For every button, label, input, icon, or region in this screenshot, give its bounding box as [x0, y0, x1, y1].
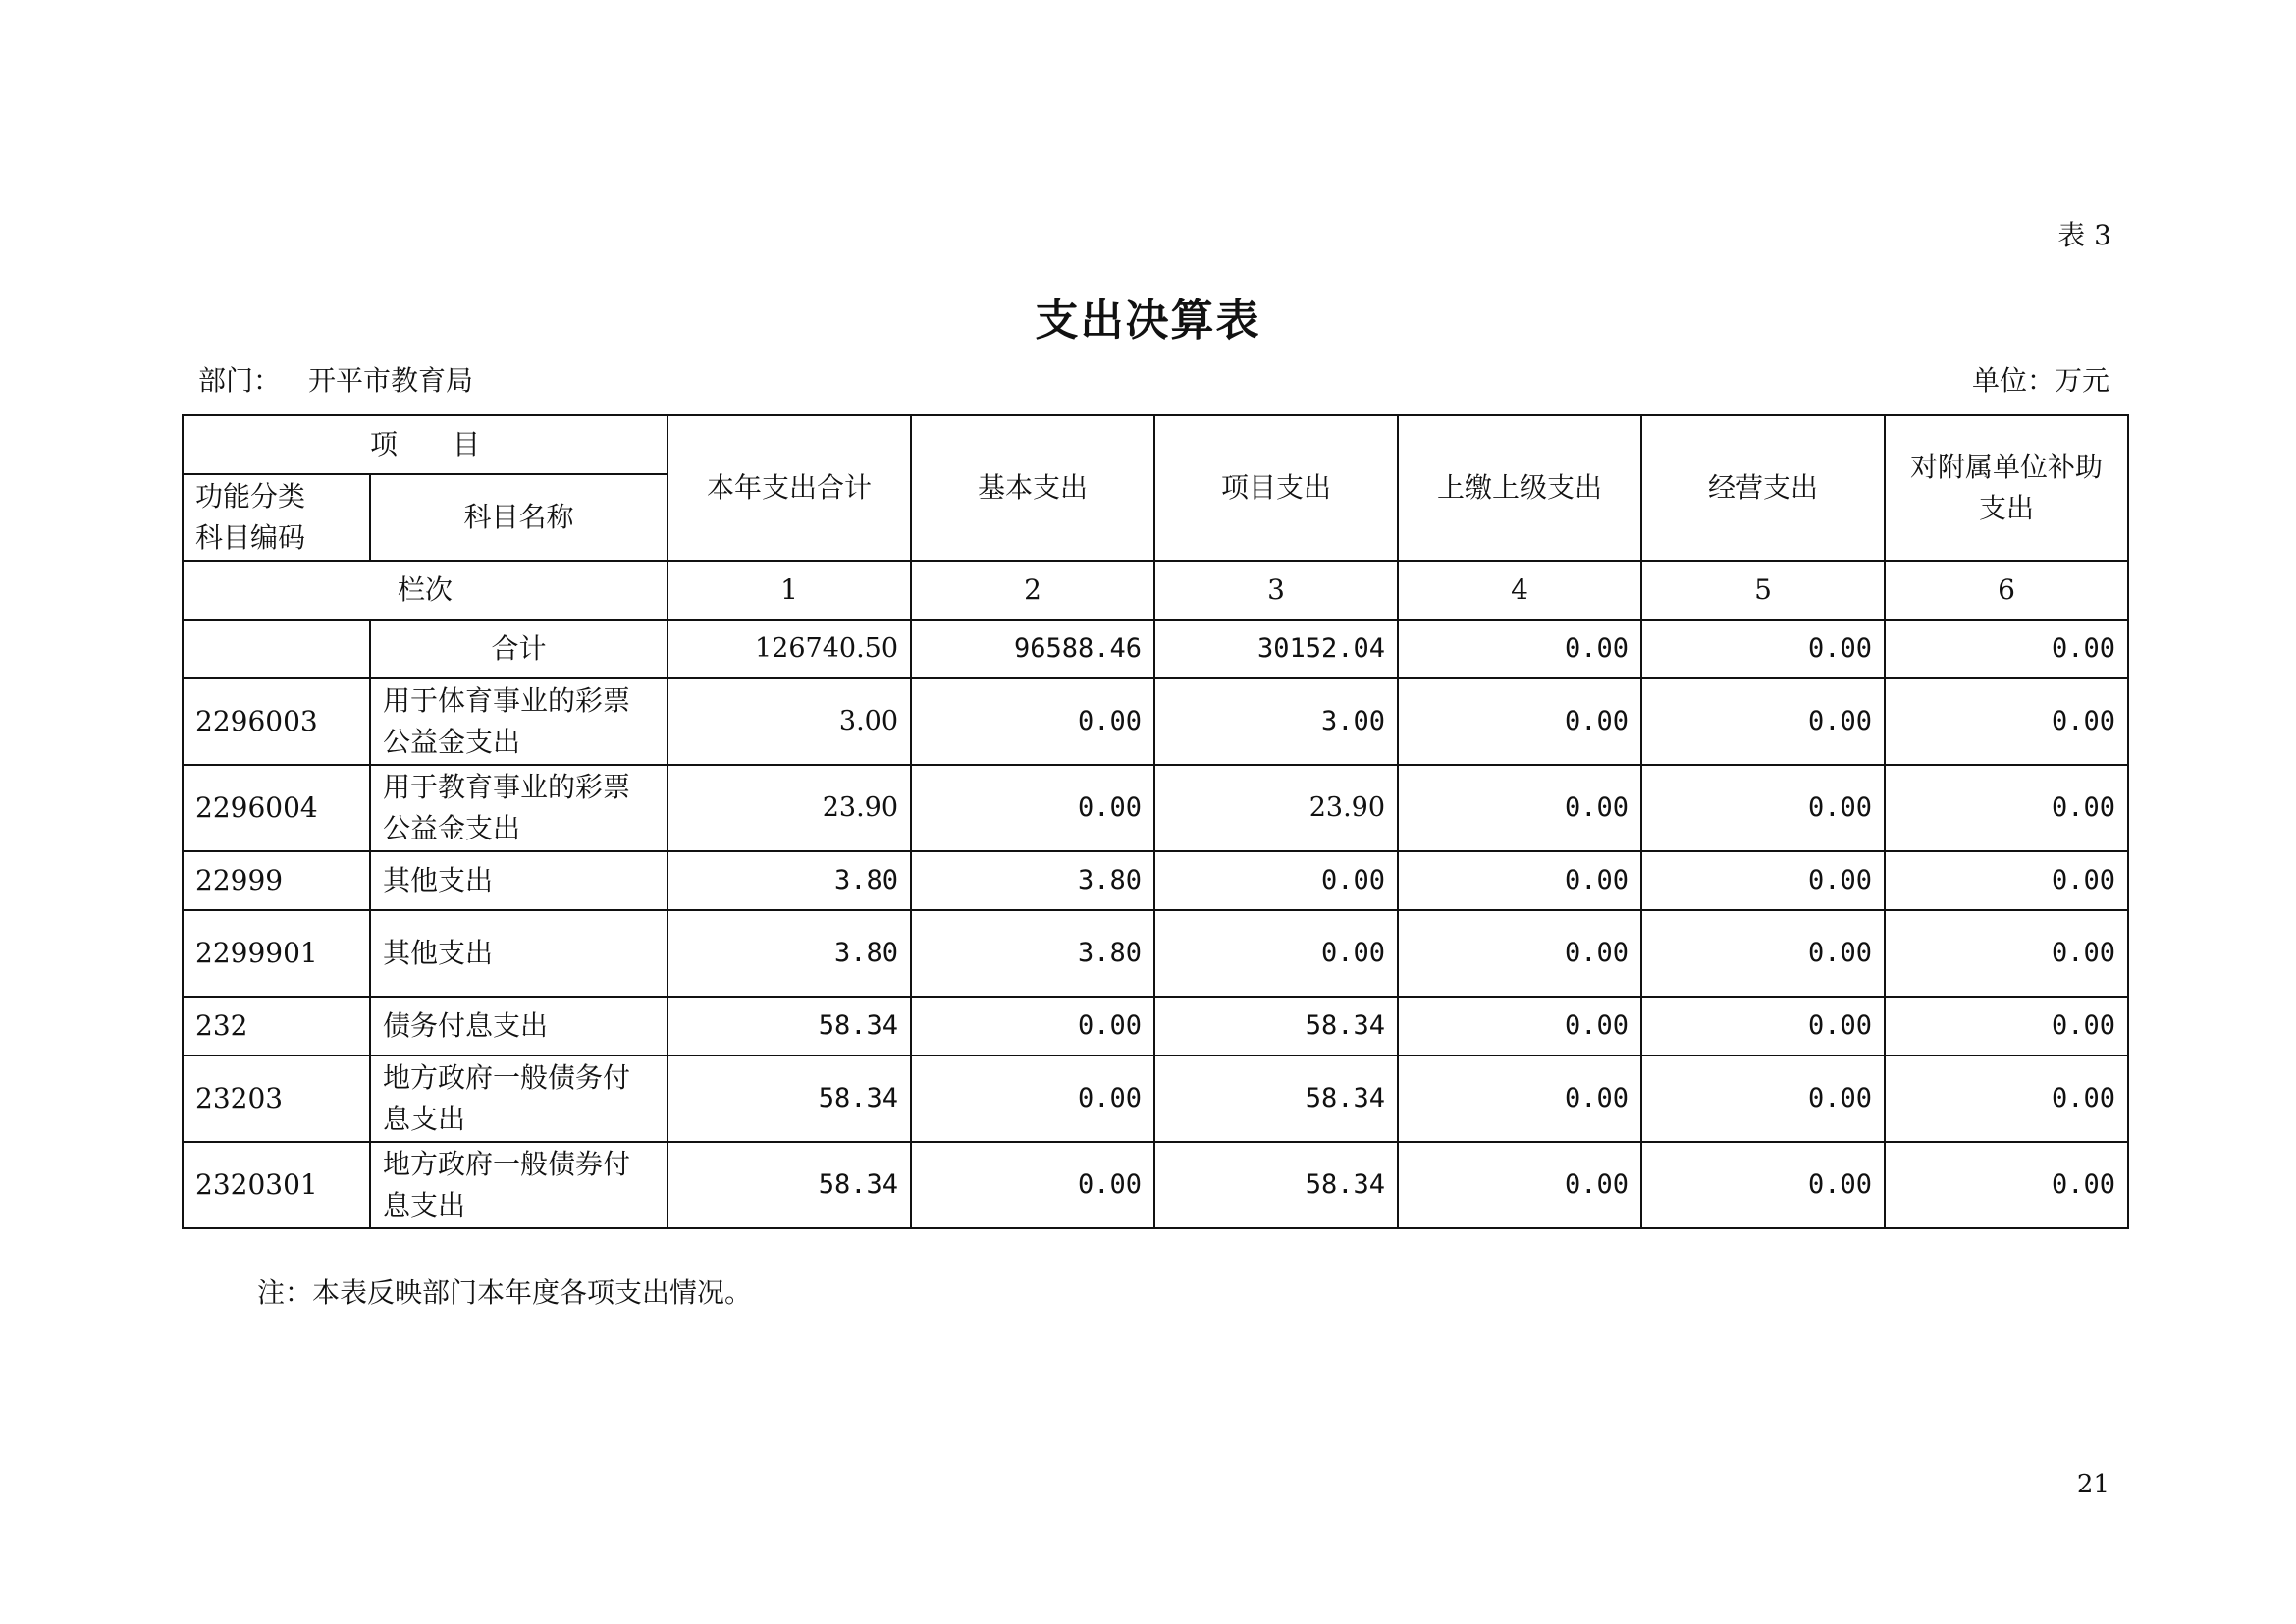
total-row: [183, 620, 2128, 678]
lanci-cell: 6: [1885, 561, 2128, 620]
row-value: 0.00: [911, 1056, 1154, 1142]
row-code: 23203: [183, 1056, 370, 1142]
lanci-cell: 3: [1154, 561, 1398, 620]
expenditure-table: [182, 414, 2129, 1229]
lanci-cell: 4: [1398, 561, 1641, 620]
total-value: 126740.50: [667, 620, 911, 678]
row-value: 3.00: [667, 678, 911, 765]
row-value: 23.90: [667, 765, 911, 851]
row-value: 0.00: [1641, 851, 1885, 910]
row-value: 0.00: [1398, 765, 1641, 851]
row-code: 22999: [183, 851, 370, 910]
row-value: 0.00: [1398, 910, 1641, 997]
lanci-label: 栏次: [183, 561, 667, 620]
header-total: 本年支出合计: [667, 415, 911, 561]
department-value: 开平市教育局: [308, 364, 474, 397]
table-row: [183, 765, 2128, 851]
department-line: [198, 359, 473, 399]
row-value: 0.00: [1641, 1142, 1885, 1228]
row-value: 0.00: [1154, 851, 1398, 910]
lanci-cell: 1: [667, 561, 911, 620]
total-value: 30152.04: [1154, 620, 1398, 678]
row-value: 0.00: [1641, 765, 1885, 851]
row-name: 地方政府一般债务付息支出: [370, 1056, 667, 1142]
row-value: 23.90: [1154, 765, 1398, 851]
header-name: 科目名称: [370, 474, 667, 561]
row-value: 0.00: [1641, 1056, 1885, 1142]
row-value: 0.00: [1398, 1056, 1641, 1142]
expenditure-table-wrapper: [182, 414, 2127, 1229]
header-basic: 基本支出: [911, 415, 1154, 561]
row-value: 0.00: [1885, 765, 2128, 851]
row-value: 0.00: [911, 678, 1154, 765]
row-value: 58.34: [1154, 997, 1398, 1056]
total-value: 0.00: [1398, 620, 1641, 678]
row-code: 2296004: [183, 765, 370, 851]
row-value: 0.00: [1885, 851, 2128, 910]
row-code: 232: [183, 997, 370, 1056]
header-subsidy: 对附属单位补助 支出: [1885, 415, 2128, 561]
page-number: 21: [2076, 1470, 2109, 1499]
row-value: 0.00: [1641, 910, 1885, 997]
row-value: 0.00: [1885, 997, 2128, 1056]
total-value: 96588.46: [911, 620, 1154, 678]
table-row: [183, 851, 2128, 910]
row-name: 用于教育事业的彩票公益金支出: [370, 765, 667, 851]
row-value: 58.34: [667, 1056, 911, 1142]
row-value: 0.00: [1398, 997, 1641, 1056]
row-value: 0.00: [911, 997, 1154, 1056]
table-row: [183, 1056, 2128, 1142]
row-name: 地方政府一般债券付息支出: [370, 1142, 667, 1228]
header-project: 项目支出: [1154, 415, 1398, 561]
table-row: [183, 910, 2128, 997]
total-value: 0.00: [1641, 620, 1885, 678]
row-value: 0.00: [1398, 1142, 1641, 1228]
header-code: 功能分类 科目编码: [183, 474, 370, 561]
row-value: 58.34: [667, 997, 911, 1056]
row-name: 其他支出: [370, 910, 667, 997]
header-business: 经营支出: [1641, 415, 1885, 561]
row-value: 0.00: [1641, 678, 1885, 765]
row-value: 3.80: [911, 851, 1154, 910]
table-row: [183, 997, 2128, 1056]
row-value: 0.00: [1885, 678, 2128, 765]
row-value: 3.80: [911, 910, 1154, 997]
total-label: 合计: [370, 620, 667, 678]
row-name: 用于体育事业的彩票公益金支出: [370, 678, 667, 765]
row-value: 0.00: [1885, 1056, 2128, 1142]
unit-label: 单位：万元: [1971, 364, 2109, 397]
lanci-cell: 2: [911, 561, 1154, 620]
row-value: 58.34: [1154, 1142, 1398, 1228]
row-name: 债务付息支出: [370, 997, 667, 1056]
lanci-cell: 5: [1641, 561, 1885, 620]
row-value: 0.00: [911, 765, 1154, 851]
row-value: 0.00: [1885, 910, 2128, 997]
row-value: 3.80: [667, 851, 911, 910]
lanci-row: [183, 561, 2128, 620]
row-value: 0.00: [911, 1142, 1154, 1228]
row-value: 58.34: [1154, 1056, 1398, 1142]
department-label: 部门：: [198, 364, 282, 397]
table-row: [183, 678, 2128, 765]
header-upper: 上缴上级支出: [1398, 415, 1641, 561]
table-number: 表 3: [2057, 219, 2111, 251]
row-value: 3.00: [1154, 678, 1398, 765]
row-code: 2299901: [183, 910, 370, 997]
header-item-group: 项 目: [183, 415, 667, 474]
row-value: 0.00: [1398, 678, 1641, 765]
row-value: 0.00: [1885, 1142, 2128, 1228]
row-value: 0.00: [1641, 997, 1885, 1056]
total-code-cell: [183, 620, 370, 678]
row-code: 2296003: [183, 678, 370, 765]
row-code: 2320301: [183, 1142, 370, 1228]
row-value: 0.00: [1154, 910, 1398, 997]
row-value: 58.34: [667, 1142, 911, 1228]
total-value: 0.00: [1885, 620, 2128, 678]
table-row: [183, 1142, 2128, 1228]
table-note: 注：本表反映部门本年度各项支出情况。: [257, 1276, 753, 1309]
row-value: 0.00: [1398, 851, 1641, 910]
row-name: 其他支出: [370, 851, 667, 910]
row-value: 3.80: [667, 910, 911, 997]
page-title: 支出决算表: [1035, 296, 1261, 346]
